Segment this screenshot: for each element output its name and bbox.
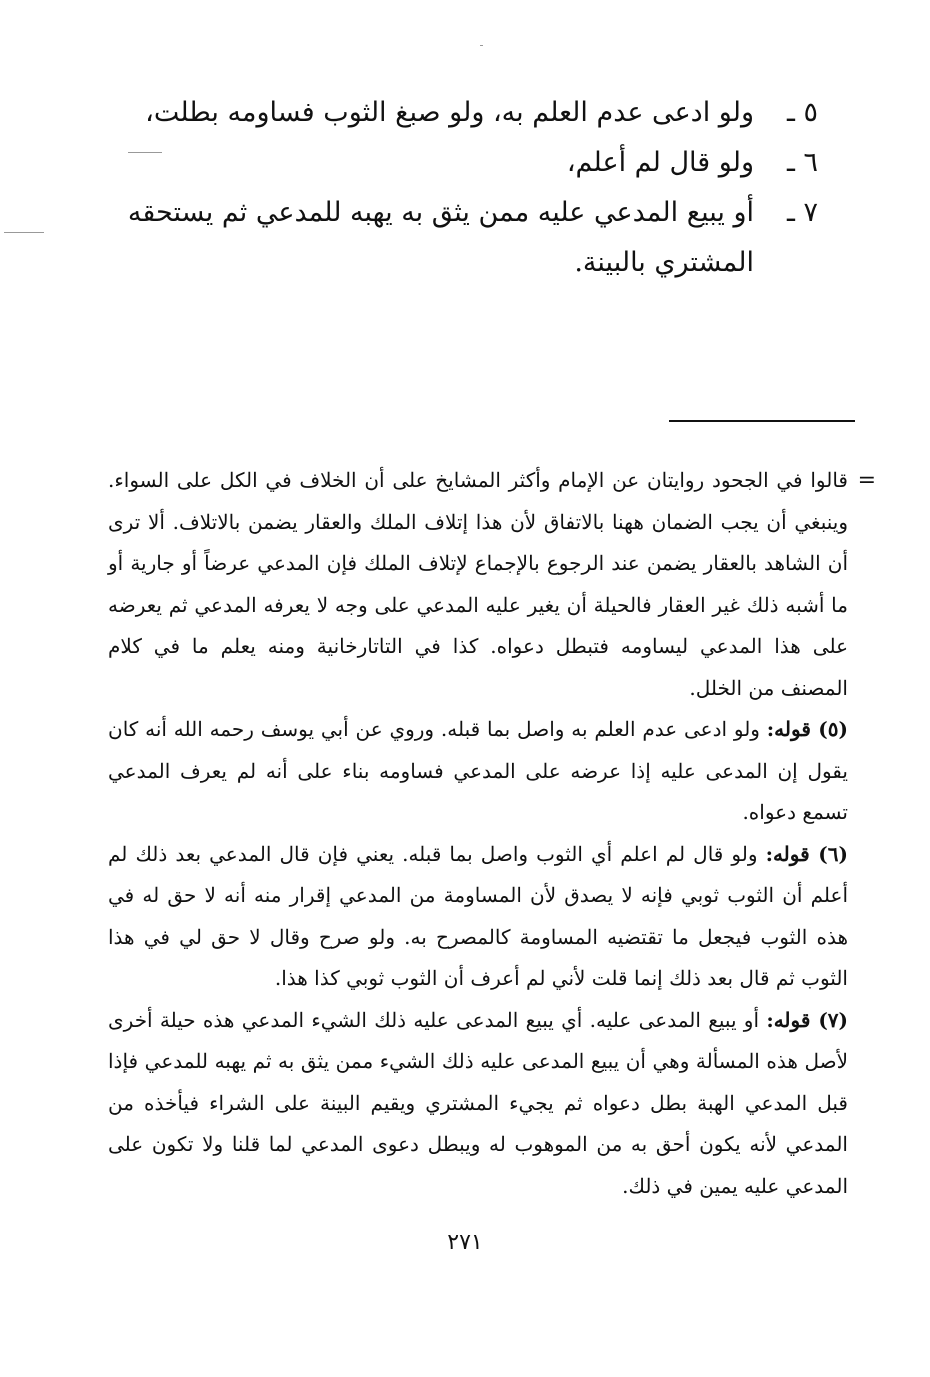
continuation-mark: =: [857, 468, 876, 493]
footnote-paragraph: [108, 1000, 848, 1208]
footnotes-section: [108, 460, 876, 1207]
footnote-paragraph: [108, 709, 848, 834]
item-text: ولو قال لم أعلم،: [566, 147, 754, 178]
footnote-paragraph: [108, 834, 848, 1000]
footnote-text: ولو قال لم اعلم أي الثوب واصل بما قبله. يعني فإن قال المدعي بعد ذلك لم أعلم أن الثوب ثوبي فإنه لا يصدق لأن المساومة من المدعي إقرار منه أنه لا حق له في هذه الثوب فيجعل ما تقتضيه المساومة كالمصرح به. ولو صرح وقال لا حق لي في هذا الثوب ثم قال بعد ذلك إنما قلت لأني لم أعرف أن الثوب ثوبي كذا هذا.: [108, 841, 849, 990]
item-text: ولو ادعى عدم العلم به، ولو صبغ الثوب فساومه بطلت،: [145, 97, 754, 128]
scan-speck: [480, 45, 483, 46]
page-number: ٢٧١: [447, 1230, 483, 1255]
footnote-paragraph: [108, 460, 848, 709]
main-text-list: [78, 88, 818, 288]
footnote-text: أو يبيع المدعى عليه. أي يبيع المدعى عليه ذلك الشيء المدعي هذه حيلة أخرى لأصل هذه المسألة وهي أن يبيع المدعى عليه ذلك الشيء ممن يثق به ثم يهبه للمدعي فإذا قبل المدعي الهبة بطل دعواه ثم يجيء المشتري ويقيم البينة على الشراء فيأخذه من المدعي لأنه يكون أحق به من الموهوب له ويبطل دعوى المدعي لما قلنا ولا تكون على المدعي عليه يمين في ذلك.: [108, 1007, 848, 1198]
footnote-text: قالوا في الجحود روايتان عن الإمام وأكثر المشايخ على أن الخلاف في الكل على السواء. وينبغي أن يجب الضمان ههنا بالاتفاق لأن هذا إتلاف الملك والعقار يضمن بالاتلاف. ألا ترى أن الشاهد بالعقار يضمن عند الرجوع بالإجماع لإتلاف الملك فإن المدعي عرضاً أو جارية أو ما أشبه ذلك غير العقار فالحيلة أن يغير عليه المدعي على وجه لا يعرفه المدعي ثم يعرضه على هذا المدعي ليساومه فتبطل دعواه. كذا في التاتارخانية ومنه يعلم ما في كلام المصنف من الخلل.: [108, 468, 848, 700]
footnote-text: ولو ادعى عدم العلم به واصل بما قبله. وروي عن أبي يوسف رحمه الله أنه كان يقول إن المدعى عليه إذا عرضه على المدعي فساومه بناء على أنه لم يعرف المدعي تسمع دعواه.: [108, 717, 848, 824]
footnote-label: (٧) قوله:: [766, 1007, 848, 1032]
main-list-item: [78, 138, 818, 188]
footnote-separator: [669, 420, 855, 422]
item-text: أو يبيع المدعي عليه ممن يثق به يهبه للمدعي ثم يستحقه المشتري بالبينة.: [127, 197, 754, 278]
item-number: ٥ ـ: [786, 97, 818, 128]
item-number: ٧ ـ: [786, 197, 818, 228]
scan-speck: [4, 232, 44, 233]
footnote-label: (٦) قوله:: [765, 841, 848, 866]
main-list-item: [78, 188, 818, 288]
main-list-item: [78, 88, 818, 138]
footnote-label: (٥) قوله:: [766, 717, 848, 741]
item-number: ٦ ـ: [786, 147, 818, 178]
